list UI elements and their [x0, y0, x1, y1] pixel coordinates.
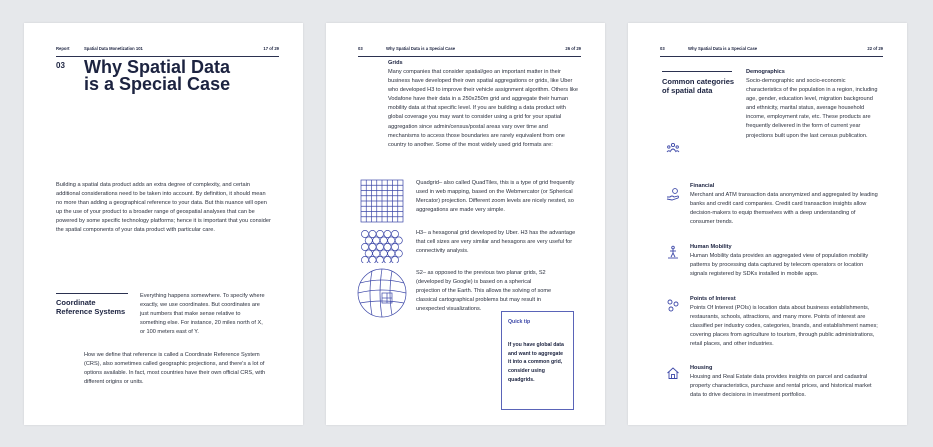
h3-hexagon-grid-icon	[360, 229, 404, 263]
points-of-interest-icon	[666, 298, 680, 312]
page-header	[660, 46, 883, 56]
grids-paragraph: Many companies that consider spatial/geo an important matter in their business have developed their own spatial aggregations or grids, like Uber who developed H3 to improve their vehicle assignment algorithm. Others like Vodafone have their data in a 250x250m grid and aggregate their human mobility data at that specific level. If you are building a data product with global coverage you may want to consider using a grid for your spatial aggregation since admin/census/postal areas vary over time and mechanisms to access those boundaries are rarely equivalent from one country to another. Some of the most widely used grid formats are:	[388, 69, 578, 148]
demographics-text: Socio-demographic and socio-economic characteristics of the population in a region, including age, gender, education level, migration background and ethnicity, marital status, average household income, employment rate, etc. These products are frequently delivered in the form of current year projections built upon the last census publication.	[746, 78, 878, 139]
page-title: Why Spatial Data is a Special Case	[84, 57, 231, 94]
quick-tip-title: Quick tip	[508, 319, 531, 325]
header-doc-title: Spatial Data Monetization 101	[84, 46, 143, 51]
housing-title: Housing	[690, 365, 713, 371]
section-rule	[662, 71, 732, 72]
section-rule	[56, 293, 128, 294]
document-page-26	[326, 23, 605, 425]
demographics-block	[746, 68, 881, 77]
housing-text: Housing and Real Estate data provides insights on parcel and cadastral property characteristics, purchase and rental prices, and historical market data to drive decisions in investment portfolios.	[690, 374, 872, 399]
header-doc-title: Why Spatial Data is a Special Case	[386, 46, 456, 51]
document-page-17	[24, 23, 303, 425]
header-page-number: 17 of 29	[263, 46, 279, 51]
s2-paragraph: S2– as opposed to the previous two planar grids, S2 (developed by Google) is based on a spherical projection of the Earth. This allows the solving of some classical cartographical problems but may result in unexpected visualizations.	[416, 270, 552, 313]
header-left: Report	[56, 46, 70, 51]
header-doc-title: Why Spatial Data is a Special Case	[688, 46, 758, 51]
walking-person-icon	[666, 245, 680, 259]
hand-coin-icon	[666, 187, 680, 201]
poi-text: Points Of Interest (POIs) is location data about business establishments, restaurants, schools, attractions, and many more. Points of interest are classified per industry codes, categories, brands, and establishment names; covering places from agriculture to tourism, through public administrations, retail places, and other industries.	[690, 305, 878, 348]
poi-title: Points of Interest	[690, 296, 736, 302]
mobility-text: Human Mobility data provides an aggregated view of population mobility patterns by processing data captured by telecom operators or location signals registered by SDKs installed in mobile apps.	[690, 253, 869, 278]
crs-paragraph: Everything happens somewhere. To specify where exactly, we use coordinates. But coordinates are just numbers that make sense relative to something else. For instance, 20 miles north of X, or 100 meters east of Y.	[140, 293, 265, 336]
header-divider	[660, 56, 883, 57]
h3-paragraph: H3– a hexagonal grid developed by Uber. H3 has the advantage that cell sizes are very similar and hexagons are very useful for connectivity analysis.	[416, 230, 576, 255]
house-icon	[666, 366, 680, 380]
categories-heading: Common categories of spatial data	[662, 77, 735, 95]
people-group-icon	[666, 141, 680, 155]
header-left: 03	[358, 46, 363, 51]
crs-paragraph-2: How we define that reference is called a Coordinate Reference System (CRS), also sometimes called geographic projections, and there's a lot of options available. In fact, most countries have their own official CRS, with different origins or units.	[84, 352, 266, 386]
financial-text: Merchant and ATM transaction data anonymized and aggregated by leading banks and credit card companies. Credit card transaction insights allow decision-makers to equip themselves with a deep understanding of consumer trends.	[690, 192, 878, 226]
intro-paragraph: Building a spatial data product adds an extra degree of complexity, and certain additional considerations need to be taken into account. By definition, it should mean no more than adding a geographical reference to your data. But this nuance will open up the use of your product to a broader range of geospatial analyses that can be powered by some specific technology platforms; hence it is important that you consider the spatial components of your data product with particular care.	[56, 182, 271, 234]
header-divider	[358, 56, 581, 57]
section-number: 03	[56, 61, 65, 70]
quadgrid-icon	[360, 179, 404, 223]
quick-tip-box	[501, 311, 574, 410]
mobility-title: Human Mobility	[690, 244, 732, 250]
page-header	[56, 46, 279, 56]
document-page-22	[628, 23, 907, 425]
s2-sphere-grid-icon	[356, 267, 408, 319]
demographics-title: Demographics	[746, 69, 785, 75]
header-page-number: 26 of 29	[565, 46, 581, 51]
financial-title: Financial	[690, 183, 715, 189]
header-left: 03	[660, 46, 665, 51]
quick-tip-text: If you have global data and want to aggregate it into a common grid, consider using quadgrids.	[508, 342, 564, 383]
header-page-number: 22 of 29	[867, 46, 883, 51]
quadgrid-paragraph: Quadgrid– also called QuadTiles, this is a type of grid frequently used in web mapping, based on the Webmercator (or Spherical Mercator) projection. Different zoom levels are nicely nested, so aggregations are made very simple.	[416, 180, 575, 214]
grids-heading: Grids	[388, 60, 403, 66]
crs-heading: Coordinate Reference Systems	[56, 298, 126, 316]
page-header	[358, 46, 581, 56]
